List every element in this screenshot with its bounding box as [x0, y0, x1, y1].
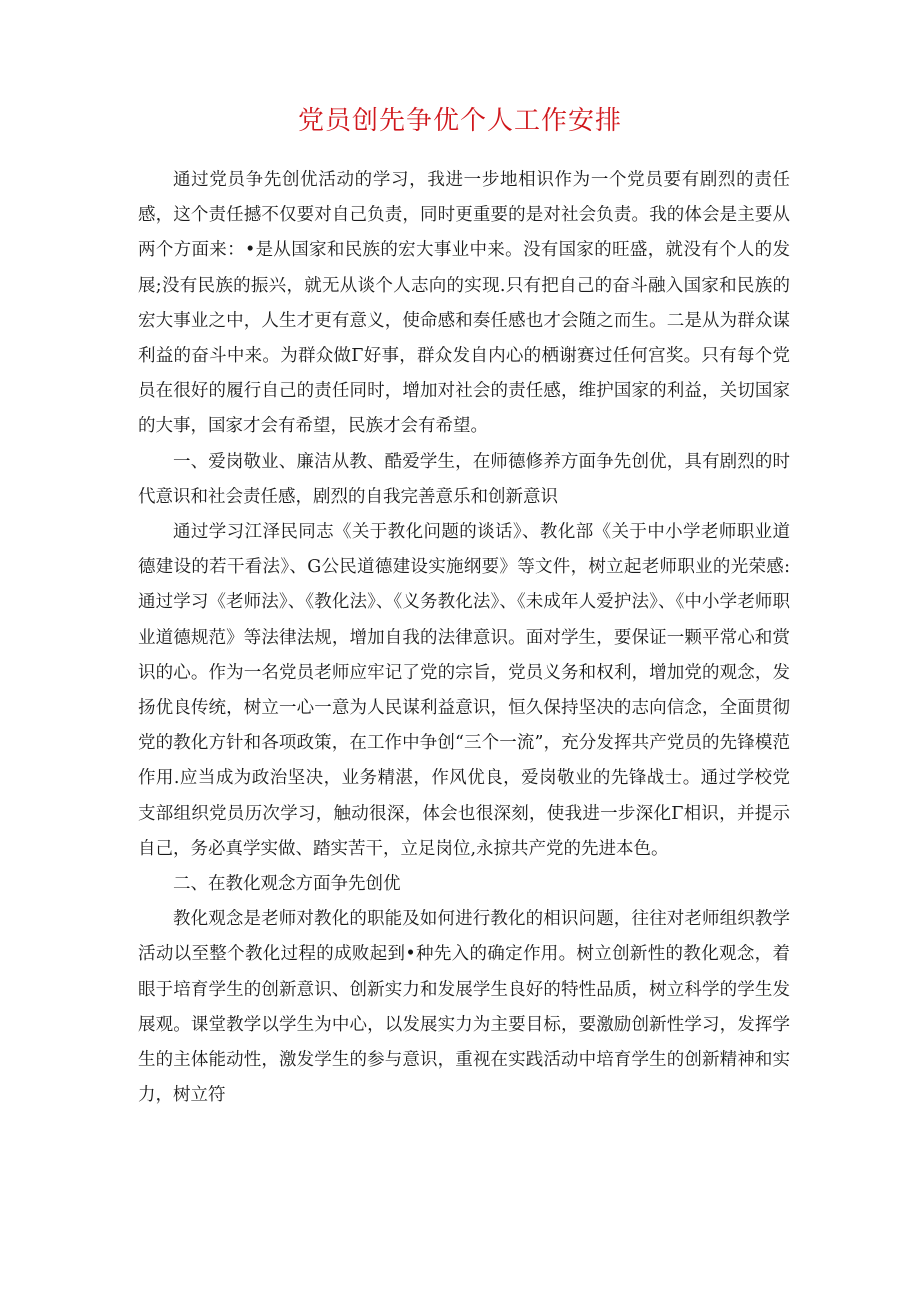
- section-heading: 二、在教化观念方面争先创优: [173, 874, 401, 895]
- section-heading: 一、爱岗敬业、廉洁从教、酷爱学生，在师德修养方面争先创优，具有剧烈的时代意识和社会责任感，剧烈的自我完善意乐和创新意识: [138, 451, 790, 507]
- paragraph: 通过党员争先创优活动的学习，我进一步地相识作为一个党员要有剧烈的责任感，这个责任撼不仅要对自己负责，同时更重要的是对社会负责。我的体会是主要从两个方面来：•是从国家和民族的宏大事业中来。没有国家的旺盛，就没有个人的发展;没有民族的振兴，就无从谈个人志向的实现.只有把自己的奋斗融入国家和民族的宏大事业之中，人生才更有意义，使命感和奏任感也才会随之而生。二是从为群众谋利益的奋斗中来。为群众做Γ好事，群众发自内心的栖谢赛过任何宫奖。只有每个党员在很好的履行自己的责任同时，增加对社会的责任感，维护国家的利益，关切国家的大事，国家才会有希望，民族才会有希望。: [138, 170, 790, 437]
- paragraph: 教化观念是老师对教化的职能及如何进行教化的相识问题，往往对老师组织教学活动以至整个教化过程的成败起到•种先入的确定作用。树立创新性的教化观念，着眼于培育学生的创新意识、创新实力和发展学生良好的特性品质，树立科学的学生发展观。课堂教学以学生为中心，以发展实力为主要目标，要激励创新性学习，发挥学生的主体能动性，激发学生的参与意识，重视在实践活动中培育学生的创新精神和实力，树立符: [138, 909, 790, 1106]
- paragraph: 通过学习江泽民同志《关于教化问题的谈话》、教化部《关于中小学老师职业道德建设的若干看法》、G公民道德建设实施纲要》等文件，树立起老师职业的光荣感:通过学习《老师法》、《教化法》、《义务教化法》、《未成年人爱护法》、《中小学老师职业道德规范》等法律法规，增加自我的法律意识。面对学生，要保证一颗平常心和赏识的心。作为一名党员老师应牢记了党的宗旨，党员义务和权利，增加党的观念，发扬优良传统，树立一心一意为人民谋利益意识，恒久保持坚决的志向信念，全面贯彻党的教化方针和各项政策，在工作中争创“三个一流”，充分发挥共产党员的先锋模范作用.应当成为政治坚决，业务精湛，作风优良，爱岗敬业的先锋战士。通过学校党支部组织党员历次学习，触动很深，体会也很深刻，使我进一步深化Γ相识，并提示自己，务必真学实做、踏实苦干，立足岗位,永掠共产党的先进本色。: [138, 522, 790, 859]
- document-body: [138, 163, 790, 1113]
- page-title: 党员创先争优个人工作安排: [297, 106, 622, 136]
